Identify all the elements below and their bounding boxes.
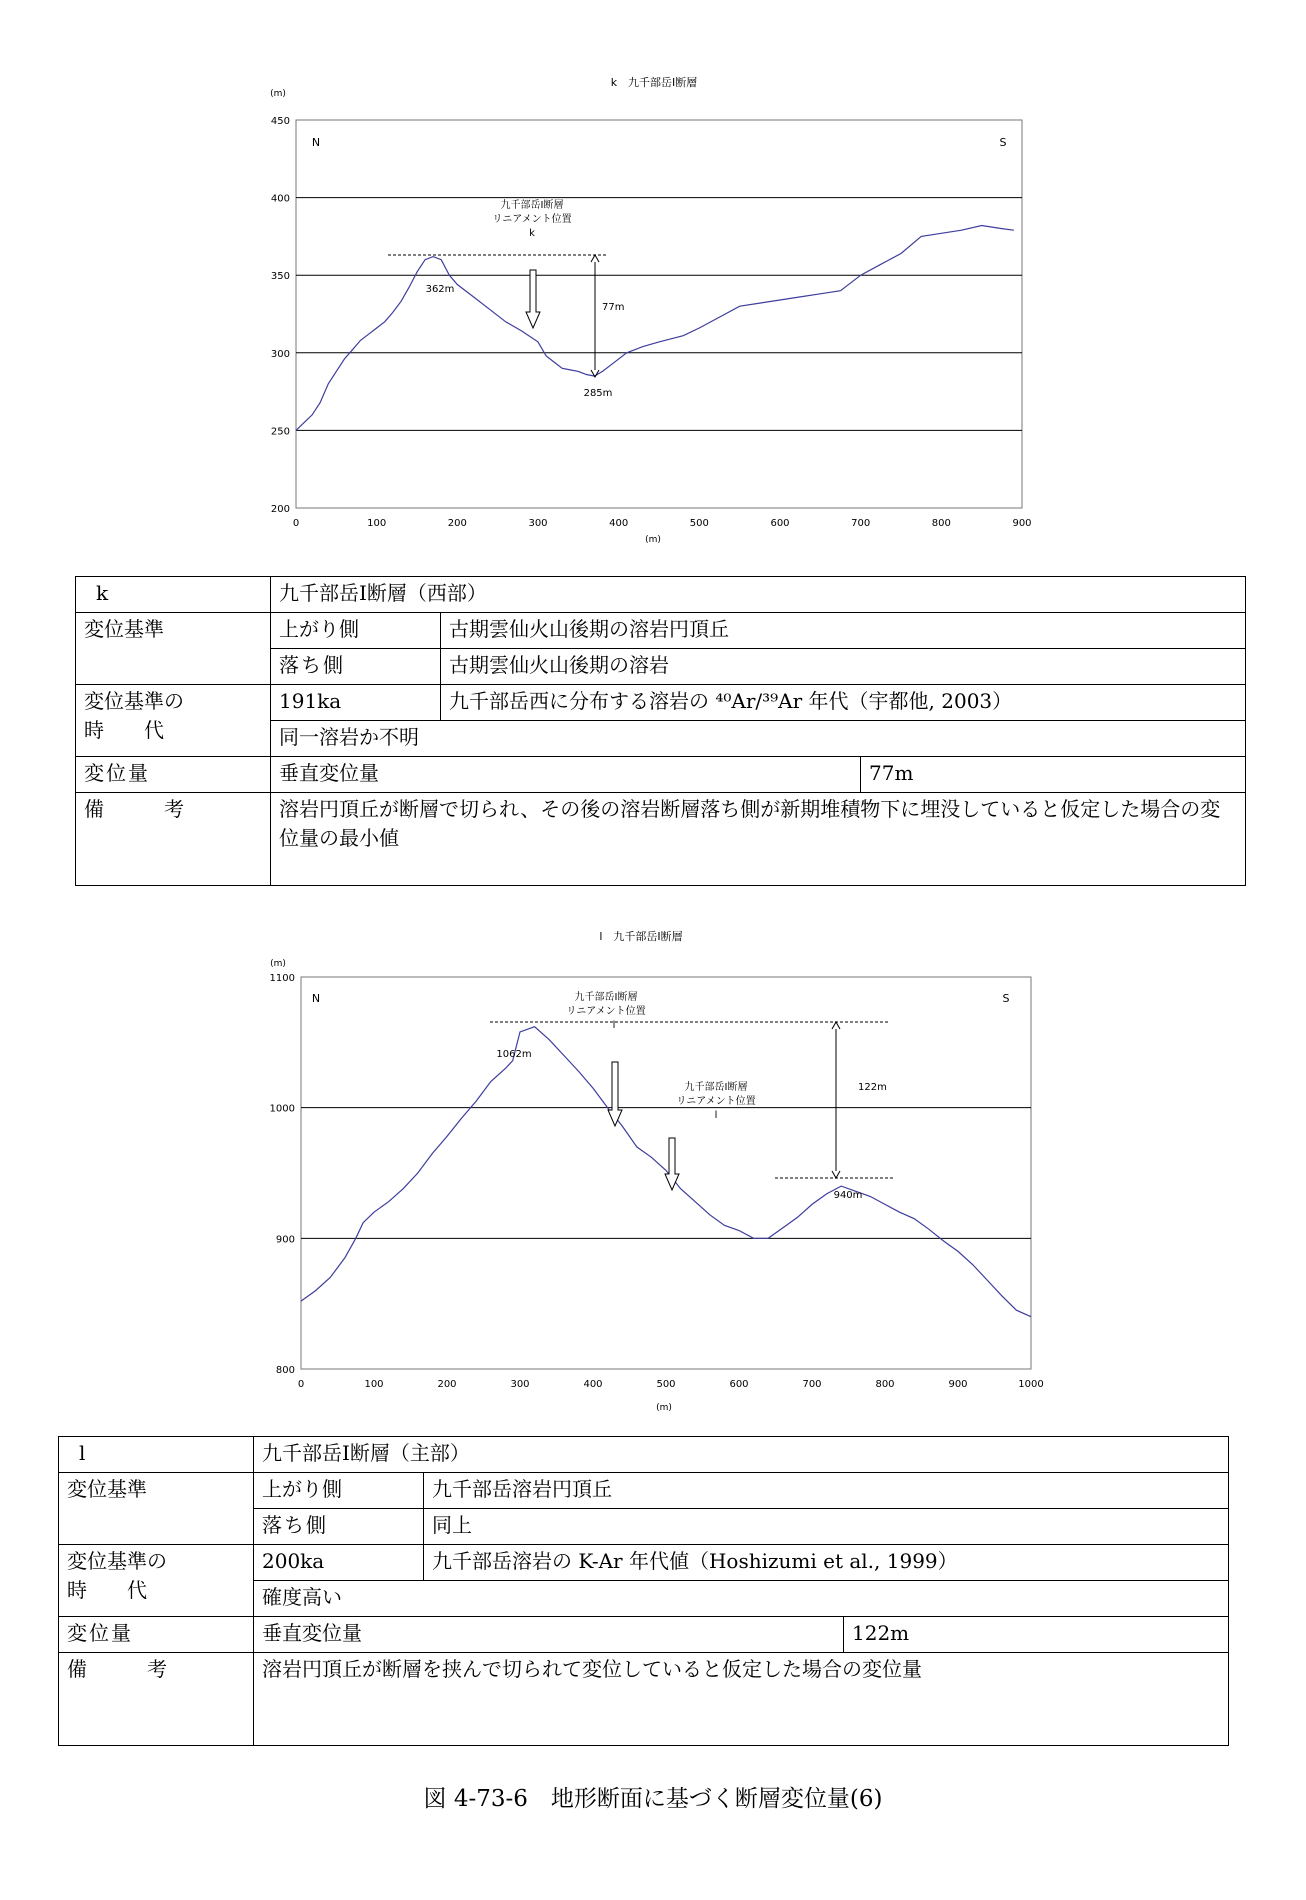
- y-axis-unit: (m): [270, 89, 286, 99]
- age-label-line1: 変位基準の: [84, 689, 184, 713]
- age-certainty: 同一溶岩か不明: [271, 721, 1246, 757]
- x-tick-label: 0: [292, 518, 300, 529]
- lineament-label-line3: k: [529, 228, 535, 239]
- remarks-label: 備 考: [59, 1653, 254, 1746]
- y-tick-label: 300: [270, 348, 290, 360]
- section-id: l: [59, 1437, 254, 1473]
- x-tick-label: 400: [609, 518, 629, 529]
- displacement-label: 変位量: [59, 1617, 254, 1653]
- age-value: 191ka: [271, 685, 441, 721]
- lineament2-label-line3: l: [714, 1110, 718, 1121]
- y-axis-unit: (m): [270, 959, 286, 969]
- x-tick-label: 200: [437, 1379, 457, 1390]
- chart-title: k 九千部岳Ⅰ断層: [610, 76, 698, 89]
- arrow-head-up-icon: [832, 1022, 840, 1029]
- y-ticks: [270, 973, 295, 1376]
- peak-elevation-label: 362m: [425, 284, 455, 295]
- displacement-type: 垂直変位量: [271, 757, 861, 793]
- age-label: [76, 685, 271, 757]
- reference-label: 変位基準: [59, 1473, 254, 1545]
- figure-caption: 図 4-73-6 地形断面に基づく断層変位量(6): [423, 1786, 883, 1812]
- annotations: [388, 198, 624, 399]
- down-arrow-icon: [665, 1138, 679, 1190]
- x-axis-unit: (m): [645, 535, 661, 545]
- fault-name: 九千部岳Ⅰ断層（主部）: [254, 1437, 1229, 1473]
- displacement-value: 77m: [861, 757, 1246, 793]
- direction-north: N: [311, 136, 321, 149]
- x-axis-unit: (m): [656, 1403, 672, 1413]
- x-tick-label: 300: [510, 1379, 530, 1390]
- profile-chart-l: [0, 900, 1306, 1420]
- profile-line: [301, 1027, 1031, 1317]
- y-tick-label: 250: [270, 426, 290, 438]
- x-ticks: [293, 518, 1032, 529]
- downthrown-side-value: 同上: [424, 1509, 1229, 1545]
- y-tick-label: 1100: [269, 973, 295, 984]
- y-tick-label: 400: [270, 193, 290, 205]
- downthrown-side-value: 古期雲仙火山後期の溶岩: [441, 649, 1246, 685]
- section-id: k: [76, 577, 271, 613]
- remarks-label: 備 考: [76, 793, 271, 886]
- lineament2-label-line1: 九千部岳Ⅰ断層: [684, 1082, 748, 1093]
- remarks-text: 溶岩円頂丘が断層を挟んで切られて変位していると仮定した場合の変位量: [254, 1653, 1229, 1746]
- chart-title: l 九千部岳Ⅰ断層: [599, 930, 683, 943]
- y-tick-label: 350: [270, 271, 290, 283]
- y-grid: [301, 1108, 1031, 1239]
- age-source: 九千部岳溶岩の K-Ar 年代値（Hoshizumi et al., 1999）: [424, 1545, 1229, 1581]
- offset-label: 122m: [858, 1082, 887, 1093]
- age-label: [59, 1545, 254, 1617]
- peak-elevation-label: 1062m: [496, 1049, 532, 1060]
- upthrown-side-value: 九千部岳溶岩円頂丘: [424, 1473, 1229, 1509]
- y-tick-label: 1000: [269, 1103, 295, 1115]
- y-ticks: [271, 116, 290, 515]
- offset-label: 77m: [602, 302, 625, 313]
- y-tick-label: 900: [275, 1234, 295, 1246]
- plot-area: [270, 973, 1044, 1390]
- arrow-head-down-icon: [832, 1171, 840, 1178]
- x-tick-label: 200: [447, 518, 467, 529]
- lineament-arrow: [526, 270, 540, 328]
- profile-chart-k: [0, 0, 1306, 560]
- reference-label: 変位基準: [76, 613, 271, 685]
- direction-south: S: [999, 136, 1007, 149]
- x-tick-label: 700: [802, 1379, 822, 1390]
- arrow-head-up-icon: [591, 255, 599, 262]
- age-label-line2: 時 代: [84, 718, 164, 742]
- x-tick-label: 600: [770, 518, 790, 529]
- plot-frame: [301, 977, 1031, 1369]
- lineament-label-line2: リニアメント位置: [492, 214, 572, 225]
- downthrown-side-label: 落ち側: [271, 649, 441, 685]
- age-source: 九千部岳西に分布する溶岩の ⁴⁰Ar/³⁹Ar 年代（宇都他, 2003）: [441, 685, 1246, 721]
- y-tick-label: 800: [275, 1365, 295, 1376]
- y-grid: [296, 198, 1022, 431]
- valley-elevation-label: 285m: [583, 388, 613, 399]
- lineament1-label-line3: l: [612, 1020, 616, 1031]
- plot-frame: [296, 120, 1022, 508]
- displacement-label: 変位量: [76, 757, 271, 793]
- displacement-value: 122m: [844, 1617, 1229, 1653]
- displacement-table-k: [75, 576, 1246, 886]
- x-tick-label: 500: [656, 1379, 676, 1390]
- x-tick-label: 1000: [1018, 1379, 1044, 1390]
- direction-south: S: [1002, 992, 1010, 1005]
- x-tick-label: 700: [851, 518, 871, 529]
- profile-chart-k-svg: [0, 0, 1306, 560]
- x-tick-label: 800: [931, 518, 951, 529]
- x-tick-label: 600: [729, 1379, 749, 1390]
- offset-arrow: [832, 1022, 840, 1178]
- age-certainty: 確度高い: [254, 1581, 1229, 1617]
- upthrown-side-value: 古期雲仙火山後期の溶岩円頂丘: [441, 613, 1246, 649]
- lineament1-label-line2: リニアメント位置: [566, 1006, 646, 1017]
- plot-area: [271, 116, 1032, 529]
- displacement-type: 垂直変位量: [254, 1617, 844, 1653]
- x-ticks: [298, 1379, 1044, 1390]
- downthrown-side-label: 落ち側: [254, 1509, 424, 1545]
- age-label-line2: 時 代: [67, 1578, 147, 1602]
- age-label-line1: 変位基準の: [67, 1549, 167, 1573]
- x-tick-label: 100: [364, 1379, 384, 1390]
- x-tick-label: 400: [583, 1379, 603, 1390]
- x-tick-label: 900: [1012, 518, 1032, 529]
- displacement-table-l: [58, 1436, 1229, 1746]
- remarks-text: 溶岩円頂丘が断層で切られ、その後の溶岩断層落ち側が新期堆積物下に埋没していると仮定した場合の変位量の最小値: [271, 793, 1246, 886]
- valley-elevation-label: 940m: [833, 1190, 863, 1201]
- lineament-label-line1: 九千部岳Ⅰ断層: [500, 200, 564, 211]
- direction-north: N: [311, 992, 321, 1005]
- profile-line: [296, 226, 1014, 431]
- x-tick-label: 100: [367, 518, 387, 529]
- offset-arrow: [591, 255, 599, 377]
- lineament2-label-line2: リニアメント位置: [676, 1096, 756, 1107]
- age-value: 200ka: [254, 1545, 424, 1581]
- x-tick-label: 300: [528, 518, 548, 529]
- fault-name: 九千部岳Ⅰ断層（西部）: [271, 577, 1246, 613]
- annotations: [490, 990, 893, 1201]
- down-arrow-icon: [608, 1062, 622, 1126]
- lineament1-label-line1: 九千部岳Ⅰ断層: [574, 992, 638, 1003]
- x-tick-label: 500: [689, 518, 709, 529]
- x-tick-label: 800: [875, 1379, 895, 1390]
- lineament2-arrow: [665, 1138, 679, 1190]
- lineament1-arrow: [608, 1062, 622, 1126]
- y-tick-label: 200: [270, 504, 290, 515]
- upthrown-side-label: 上がり側: [271, 613, 441, 649]
- x-tick-label: 900: [948, 1379, 968, 1390]
- upthrown-side-label: 上がり側: [254, 1473, 424, 1509]
- y-tick-label: 450: [270, 116, 290, 127]
- down-arrow-icon: [526, 270, 540, 328]
- profile-chart-l-svg: [0, 900, 1306, 1420]
- x-tick-label: 0: [297, 1379, 305, 1390]
